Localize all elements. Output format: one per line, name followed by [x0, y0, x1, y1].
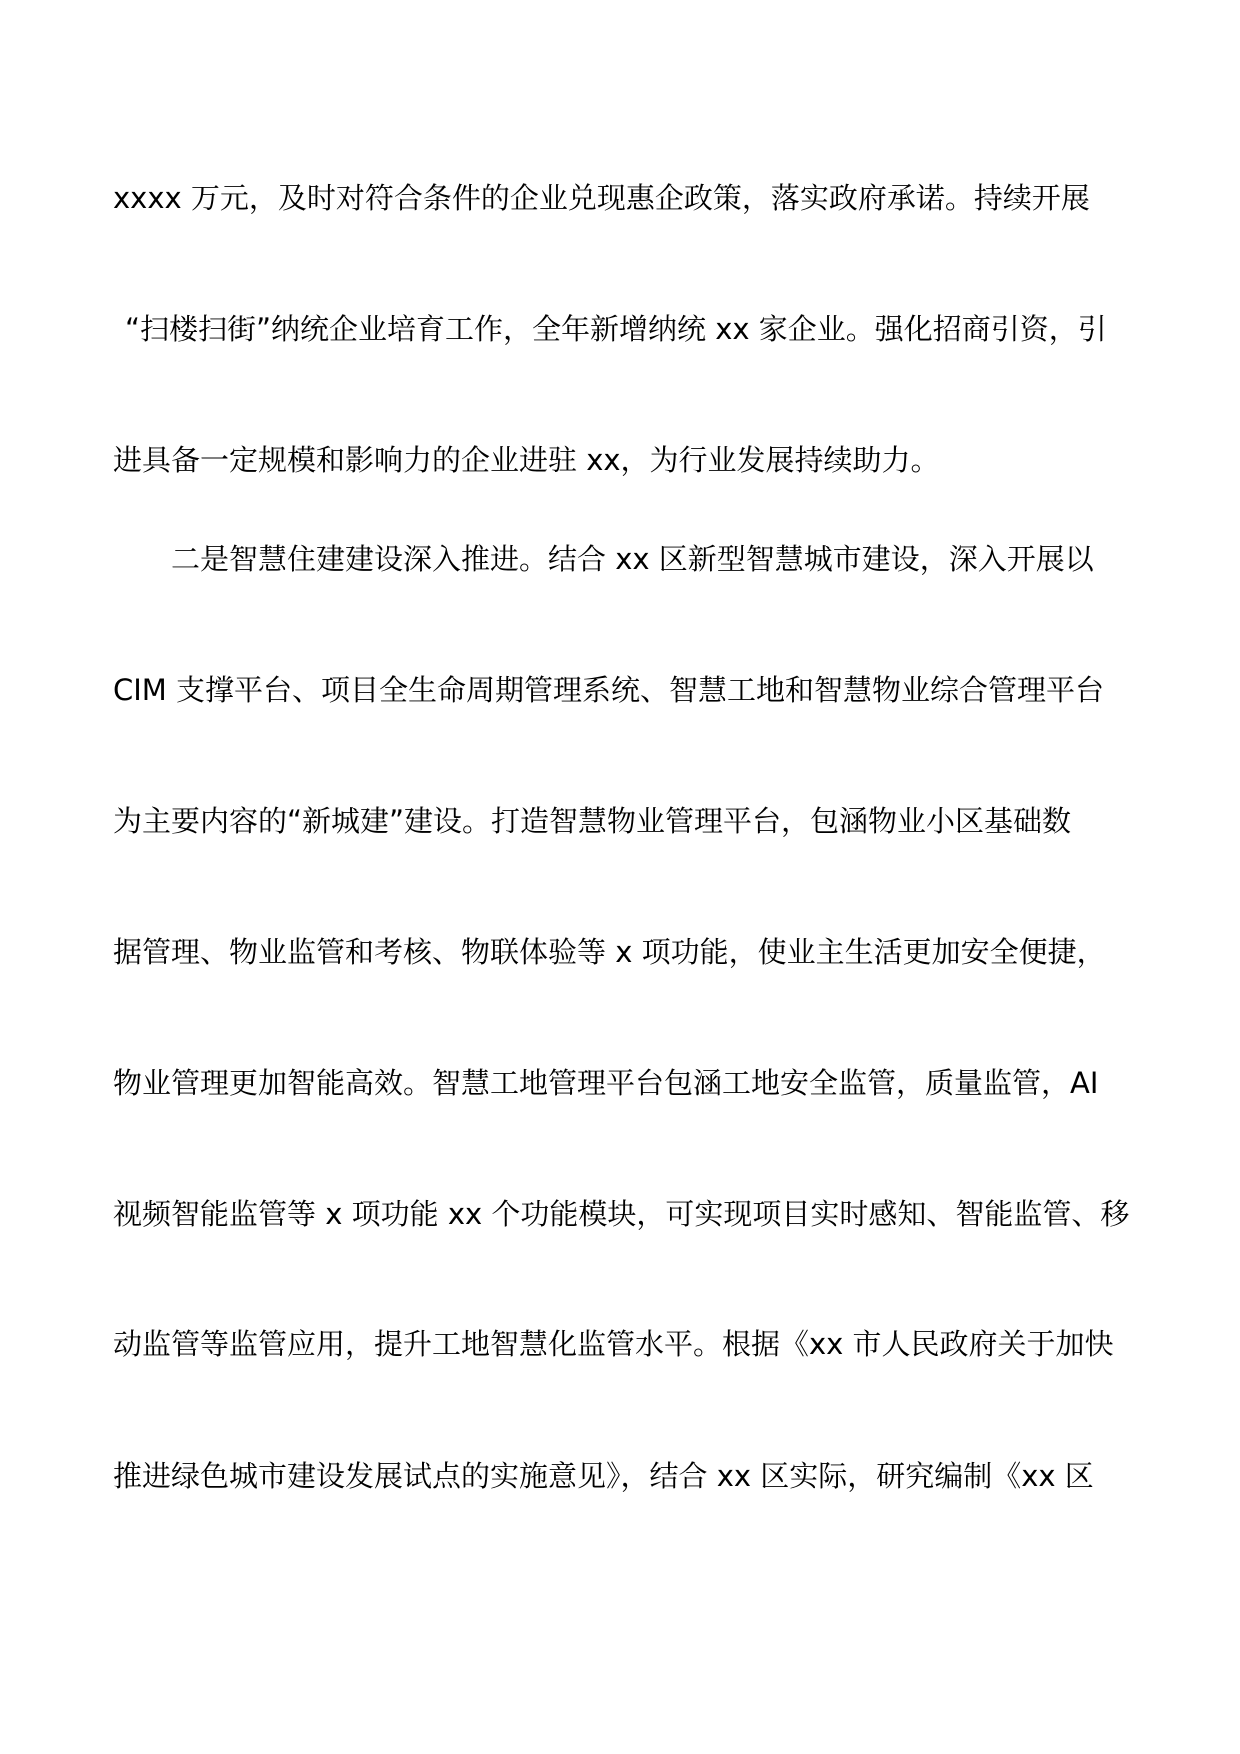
- paragraph-line: xxxx 万元，及时对符合条件的企业兑现惠企政策，落实政府承诺。持续开展: [113, 181, 1090, 215]
- paragraph-line: 据管理、物业监管和考核、物联体验等 x 项功能，使业主生活更加安全便捷，: [113, 935, 1106, 969]
- paragraph-line: CIM 支撑平台、项目全生命周期管理系统、智慧工地和智慧物业综合管理平台: [113, 673, 1105, 707]
- paragraph-first-line: 二是智慧住建建设深入推进。结合 xx 区新型智慧城市建设，深入开展以: [171, 542, 1094, 576]
- paragraph-line: 进具备一定规模和影响力的企业进驻 xx，为行业发展持续助力。: [113, 443, 940, 477]
- paragraph-line: 视频智能监管等 x 项功能 xx 个功能模块，可实现项目实时感知、智能监管、移: [113, 1197, 1130, 1231]
- paragraph-line: “扫楼扫街”纳统企业培育工作，全年新增纳统 xx 家企业。强化招商引资，引: [125, 312, 1107, 346]
- paragraph-line: 动监管等监管应用，提升工地智慧化监管水平。根据《xx 市人民政府关于加快: [113, 1327, 1114, 1361]
- paragraph-line: 为主要内容的“新城建”建设。打造智慧物业管理平台，包涵物业小区基础数: [113, 804, 1072, 838]
- paragraph-line: 推进绿色城市建设发展试点的实施意见》，结合 xx 区实际，研究编制《xx 区: [113, 1459, 1094, 1493]
- paragraph-line: 物业管理更加智能高效。智慧工地管理平台包涵工地安全监管，质量监管，AI: [113, 1066, 1099, 1100]
